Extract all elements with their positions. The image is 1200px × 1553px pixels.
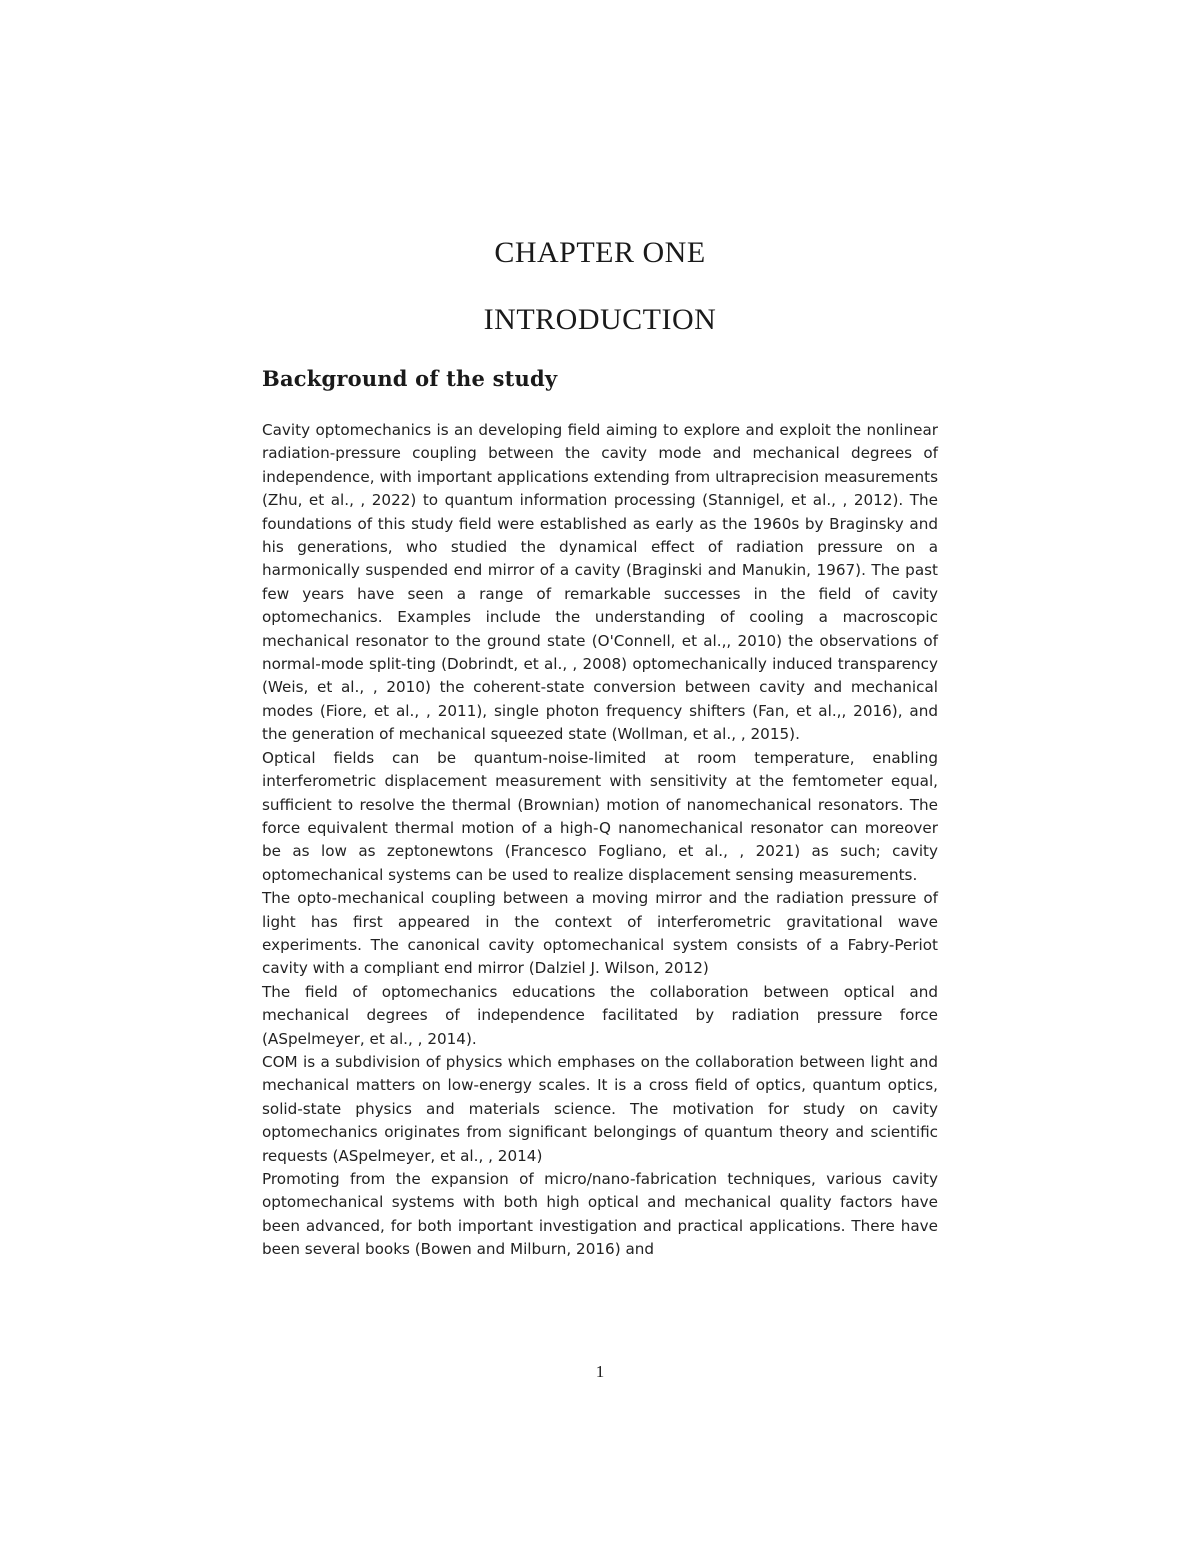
paragraph-4: The field of optomechanics educations the collaboration between optical and mechanical degrees of independence facilitated by radiation pressure force (ASpelmeyer, et al., , 2014). xyxy=(262,982,938,1048)
section-heading: Background of the study xyxy=(262,366,558,391)
paragraph-6: Promoting from the expansion of micro/nano-fabrication techniques, various cavity optomechanical systems with both high optical and mechanical quality factors have been advanced, for both important investigation and practical applications. There have been several books (Bowen and Milburn, 2016) and xyxy=(262,1170,938,1259)
chapter-title: INTRODUCTION xyxy=(483,303,717,336)
paragraph-1: Cavity optomechanics is an developing field aiming to explore and exploit the nonlinear radiation-pressure coupling between the cavity mode and mechanical degrees of independence, with important applications extending from ultraprecision measurements (Zhu, et al., , 2022) to quantum information processing (Stannigel, et al., , 2012). The foundations of this study field were established as early as the 1960s by Braginsky and his generations, who studied the dynamical effect of radiation pressure on a harmonically suspended end mirror of a cavity (Braginski and Manukin, 1967). The past few years have seen a range of remarkable successes in the field of cavity optomechanics. Examples include the understanding of cooling a macroscopic mechanical resonator to the ground state (O'Connell, et al.,, 2010) the observations of normal-mode split-ting (Dobrindt, et al., , 2008) optomechanically induced transparency (Weis, et al., , 2010) the coherent-state conversion between cavity and mechanical modes (Fiore, et al., , 2011), single photon frequency shifters (Fan, et al.,, 2016), and the generation of mechanical squeezed state (Wollman, et al., , 2015). xyxy=(262,421,938,744)
page-number: 1 xyxy=(595,1362,605,1381)
paragraph-2: Optical fields can be quantum-noise-limited at room temperature, enabling interferometric displacement measurement with sensitivity at the femtometer equal, sufficient to resolve the thermal (Brownian) motion of nanomechanical resonators. The force equivalent thermal motion of a high-Q nanomechanical resonator can moreover be as low as zeptonewtons (Francesco Fogliano, et al., , 2021) as such; cavity optomechanical systems can be used to realize displacement sensing measurements. xyxy=(262,748,938,884)
chapter-number: CHAPTER ONE xyxy=(494,236,706,269)
paragraph-5: COM is a subdivision of physics which emphases on the collaboration between light and mechanical matters on low-energy scales. It is a cross field of optics, quantum optics, solid-state physics and materials science. The motivation for study on cavity optomechanics originates from significant belongings of quantum theory and scientific requests (ASpelmeyer, et al., , 2014) xyxy=(262,1052,938,1165)
paragraph-3: The opto-mechanical coupling between a moving mirror and the radiation pressure of light has first appeared in the context of interferometric gravitational wave experiments. The canonical cavity optomechanical system consists of a Fabry-Periot cavity with a compliant end mirror (Dalziel J. Wilson, 2012) xyxy=(262,889,938,978)
body-text xyxy=(262,419,938,1262)
